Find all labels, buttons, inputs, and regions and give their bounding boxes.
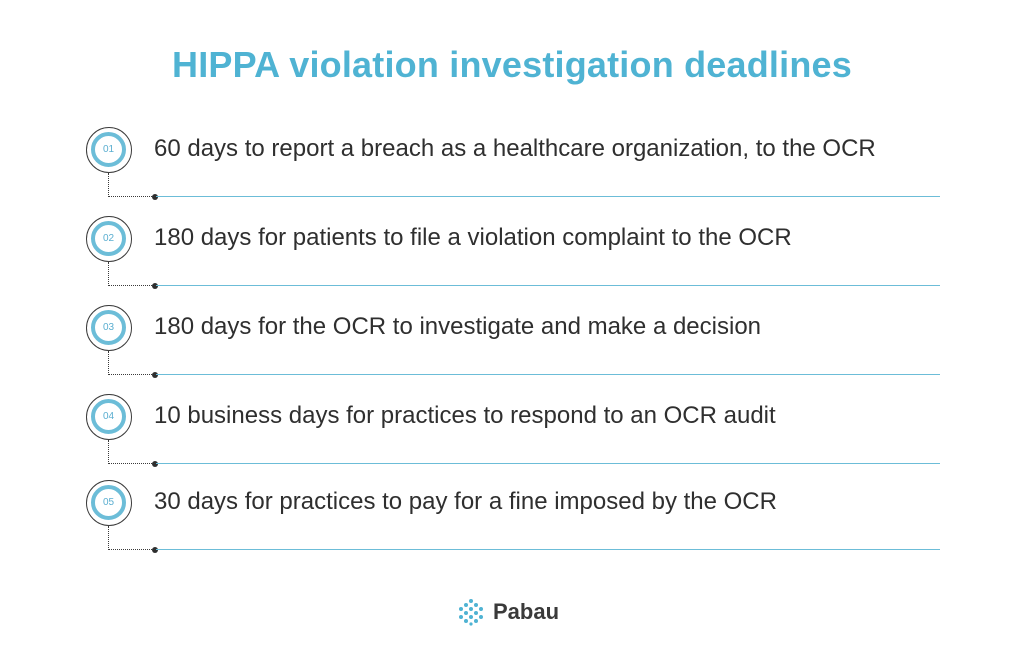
item-text: 180 days for the OCR to investigate and make a decision [154, 313, 762, 340]
list-item [0, 480, 1024, 570]
connector-dot [152, 461, 158, 467]
divider-line [156, 463, 940, 464]
dotted-connector [108, 440, 154, 464]
divider-line [156, 374, 940, 375]
dotted-connector [108, 173, 154, 197]
divider-line [156, 285, 940, 286]
step-number: 02 [91, 221, 126, 256]
step-badge [86, 394, 132, 440]
page-title: HIPPA violation investigation deadlines [172, 44, 852, 85]
divider-line [156, 196, 940, 197]
step-badge [86, 305, 132, 351]
brand-name: Pabau [493, 599, 560, 624]
connector-dot [152, 283, 158, 289]
item-text: 30 days for practices to pay for a fine imposed by the OCR [154, 488, 777, 515]
step-badge [86, 127, 132, 173]
divider-line [156, 549, 940, 550]
step-number: 03 [91, 310, 126, 345]
step-badge [86, 216, 132, 262]
list-item [0, 216, 1024, 306]
dotted-connector [108, 351, 154, 375]
pabau-logo-icon [457, 598, 485, 626]
item-text: 10 business days for practices to respond to an OCR audit [154, 402, 776, 429]
dotted-connector [108, 262, 154, 286]
list-item [0, 394, 1024, 484]
list-item [0, 305, 1024, 395]
connector-dot [152, 547, 158, 553]
brand-logo [457, 597, 559, 627]
item-text: 60 days to report a breach as a healthcare organization, to the OCR [154, 135, 876, 162]
list-item [0, 127, 1024, 217]
step-number: 01 [91, 132, 126, 167]
step-badge [86, 480, 132, 526]
dotted-connector [108, 526, 154, 550]
connector-dot [152, 372, 158, 378]
connector-dot [152, 194, 158, 200]
step-number: 05 [91, 485, 126, 520]
step-number: 04 [91, 399, 126, 434]
item-text: 180 days for patients to file a violation complaint to the OCR [154, 224, 792, 251]
